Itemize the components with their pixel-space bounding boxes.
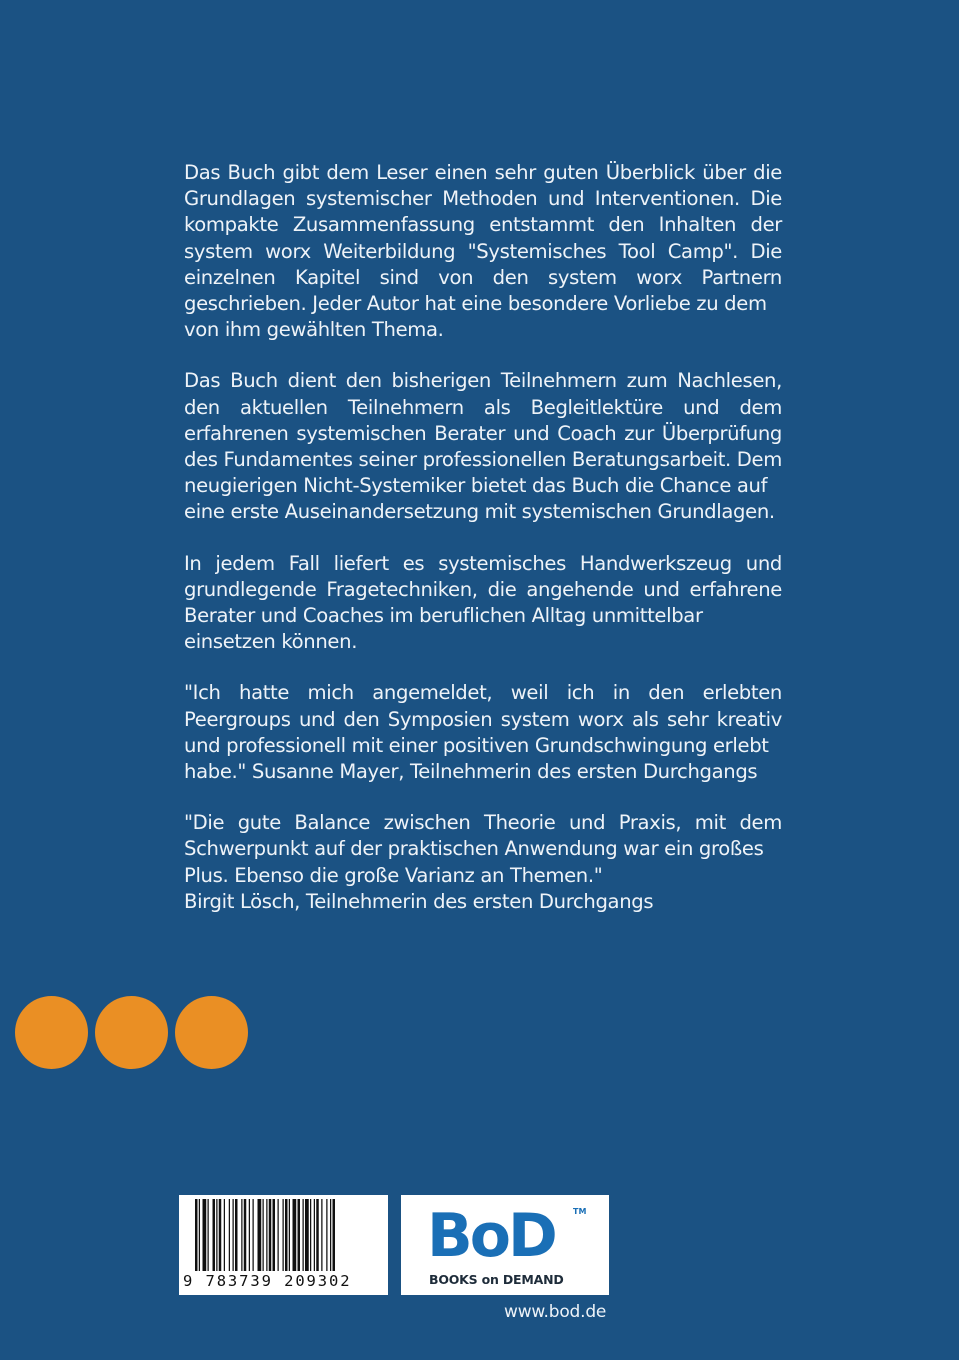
testimonial-body: "Die gute Balance zwischen Theorie und Praxis, mit dem Schwerpunkt auf der praktischen Anwendung war ein großes (184, 811, 782, 861)
trademark-mark: TM (573, 1207, 587, 1216)
publisher-logo (401, 1195, 609, 1295)
paragraph-audience (184, 368, 782, 525)
paragraph-last-line: eine erste Auseinandersetzung mit systemischen Grundlagen. (184, 500, 775, 524)
paragraph-body: In jedem Fall liefert es systemisches Handwerkszeug und grundlegende Fragetechniken, die angehende und erfahrene Berater und Coaches im beruflichen Alltag unmittelbar (184, 551, 782, 628)
publisher-url[interactable]: www.bod.de (504, 1302, 607, 1322)
orange-dot (15, 996, 88, 1069)
back-cover-text (184, 160, 782, 915)
paragraph-last-line: von ihm gewählten Thema. (184, 318, 444, 342)
testimonial-attribution: Birgit Lösch, Teilnehmerin des ersten Durchgangs (184, 889, 654, 913)
isbn-barcode (179, 1195, 388, 1295)
paragraph-last-line: einsetzen können. (184, 630, 358, 654)
paragraph-toolkit (184, 551, 782, 656)
testimonial-loesch (184, 810, 782, 915)
bod-logo-text: BoD (427, 1201, 555, 1271)
publisher-tagline: BOOKS on DEMAND (429, 1272, 564, 1287)
orange-dot (175, 996, 248, 1069)
testimonial-last-line: habe." Susanne Mayer, Teilnehmerin des ersten Durchgangs (184, 760, 758, 784)
testimonial-mayer (184, 680, 782, 785)
barcode-digits: 9 783739 209302 (183, 1272, 352, 1290)
testimonial-quote-end: Plus. Ebenso die große Varianz an Themen." (184, 863, 603, 887)
orange-dot (95, 996, 168, 1069)
paragraph-overview (184, 160, 782, 343)
testimonial-body: "Ich hatte mich angemeldet, weil ich in den erlebten Peergroups und den Symposien system worx als sehr kreativ und professionell mit einer positiven Grundschwingung erlebt (184, 681, 782, 757)
barcode-bars (195, 1199, 373, 1271)
paragraph-body: Das Buch gibt dem Leser einen sehr guten Überblick über die Grundlagen systemischer Methoden und Interventionen. Die kompakte Zusammenfassung entstammt den Inhalten der system worx Weiterbildung "Systemisches Tool Camp". Die einzelnen Kapitel sind von den system worx Partnern geschrieben. Jeder Autor hat eine besondere Vorliebe zu dem (184, 161, 782, 316)
paragraph-body: Das Buch dient den bisherigen Teilnehmern zum Nachlesen, den aktuellen Teilnehmern als Begleitlektüre und dem erfahrenen systemischen Berater und Coach zur Überprüfung des Fundamentes seiner professionellen Beratungsarbeit. Dem neugierigen Nicht-Systemiker bietet das Buch die Chance auf (184, 369, 782, 498)
